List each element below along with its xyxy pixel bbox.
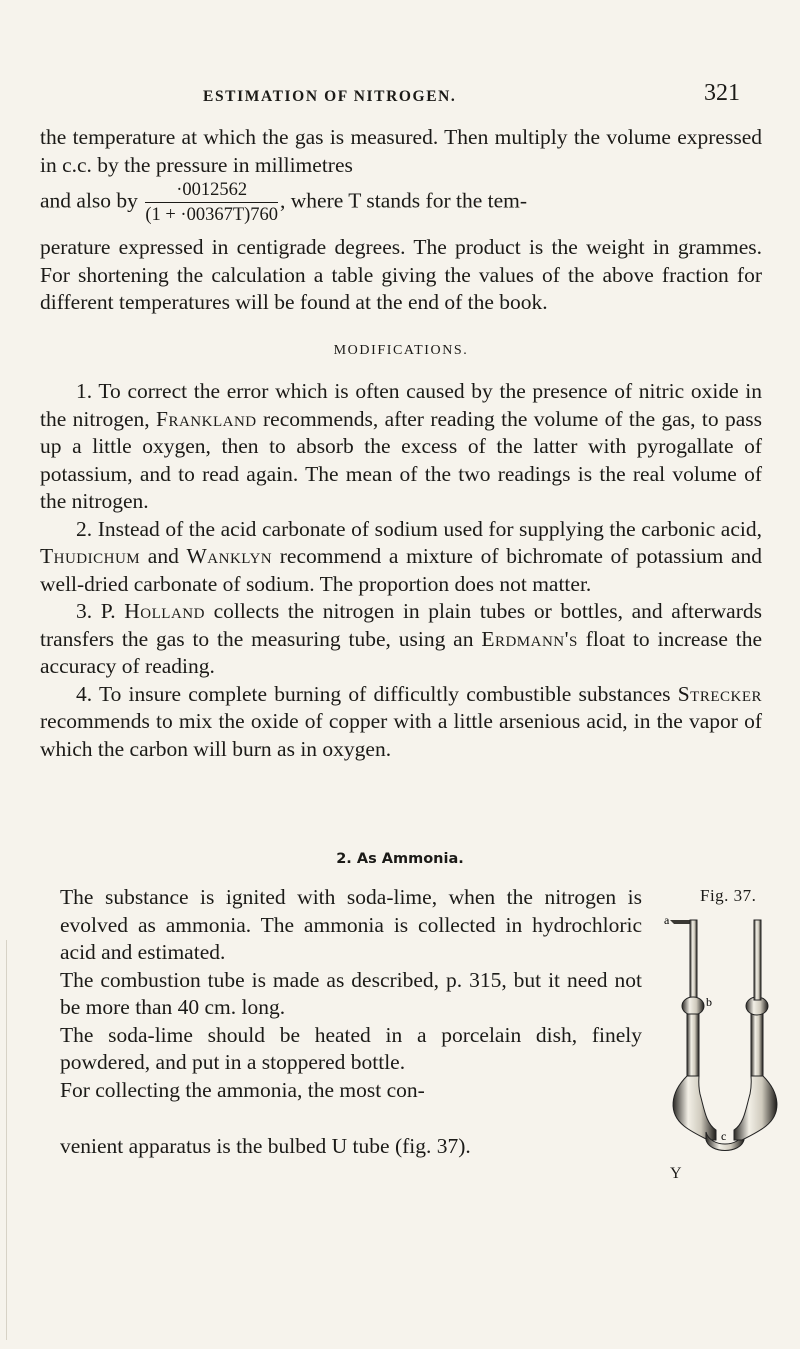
margin-rule (6, 940, 7, 1340)
modification-item-3 (40, 598, 762, 681)
author-name: Thudichum (40, 544, 141, 568)
main-text (40, 124, 762, 763)
ammonia-paragraph-3: The soda-lime should be heated in a porcelain dish, finely powdered, and put in a stoppered bottle. (60, 1022, 642, 1074)
ammonia-paragraph-2: The combustion tube is made as described, p. 315, but it need not be more than 40 cm. long. (60, 967, 642, 1019)
author-name: Wanklyn (186, 544, 273, 568)
signature-mark: Y (670, 1165, 682, 1182)
label-a: a (664, 913, 670, 927)
ammonia-paragraph-4-start: For collecting the ammonia, the most con- (60, 1077, 425, 1102)
item-number: 1. (76, 379, 93, 403)
bulbed-u-tube-icon (660, 908, 790, 1178)
ammonia-paragraph-4-end: venient apparatus is the bulbed U tube (fig. 37). (60, 1134, 471, 1158)
modifications-heading: MODIFICATIONS. (333, 342, 469, 358)
label-b: b (706, 995, 712, 1009)
label-c: c (721, 1129, 727, 1143)
running-title: ESTIMATION OF NITROGEN. (203, 88, 457, 105)
author-name: Erdmann's (481, 626, 578, 651)
and-also-by-text: and also by (40, 188, 138, 213)
formula-line (40, 179, 762, 234)
item-text: recommends, after reading the volume of the gas, to pass up a little oxygen, then to absorb the excess of the latter with pyrogallate of potassium, and to read again. The mean of the two readings is the real volume of the nitrogen. (40, 406, 762, 513)
author-name: Holland (124, 599, 205, 623)
item-text: collects the nitrogen in plain tubes or bottles, and afterwards transfers the gas to the measuring tube, using an (40, 599, 763, 651)
temperature-fraction (145, 179, 278, 226)
after-fraction-text: , where T stands for the tem- (280, 188, 528, 213)
item-text: and (140, 544, 187, 568)
item-number: 2. (76, 516, 93, 541)
ammonia-column-text (60, 884, 642, 1104)
item-text: To correct the error which is often caused by the presence of nitric oxide in the nitrogen, (40, 379, 762, 431)
author-name: Strecker (677, 681, 762, 706)
running-head (0, 80, 800, 110)
ammonia-heading: 2. As Ammonia. (336, 851, 464, 867)
ammonia-paragraph-1: The substance is ignited with soda-lime, when the nitrogen is evolved as ammonia. The ammonia is collected in hydrochloric acid and estimated. (60, 885, 642, 964)
fraction-denominator: (1 + ·00367T)760 (145, 205, 279, 225)
page-number: 321 (704, 80, 740, 106)
item-text: P. (100, 599, 125, 623)
fraction-numerator: ·0012562 (145, 179, 278, 203)
figure-37 (660, 886, 790, 1186)
item-text: Instead of the acid carbonate of sodium used for supplying the carbonic acid, (97, 516, 762, 541)
item-number: 4. (76, 681, 93, 706)
item-number: 3. (76, 599, 93, 623)
item-text: float to increase the accuracy of reading. (40, 626, 762, 678)
modification-item-4 (40, 681, 762, 764)
intro-paragraph-end: perature expressed in centigrade degrees. The product is the weight in grammes. For shortening the calculation a table giving the values of the above fraction for different temperatures will be found at the end of the book. (40, 235, 762, 314)
item-text: recommend a mixture of bichromate of potassium and well-dried carbonate of sodium. The proportion does not matter. (40, 544, 763, 596)
item-text: To insure complete burning of difficultly combustible substances (98, 681, 678, 706)
author-name: Frankland (156, 406, 257, 431)
intro-paragraph-start: the temperature at which the gas is measured. Then multiply the volume expressed in c.c. by the pressure in millimetres (40, 125, 762, 177)
modification-item-2 (40, 516, 762, 599)
modification-item-1 (40, 378, 762, 516)
figure-caption: Fig. 37. (700, 886, 757, 905)
item-text: recommends to mix the oxide of copper with a little arsenious acid, in the vapor of which the carbon will burn as in oxygen. (40, 709, 762, 761)
